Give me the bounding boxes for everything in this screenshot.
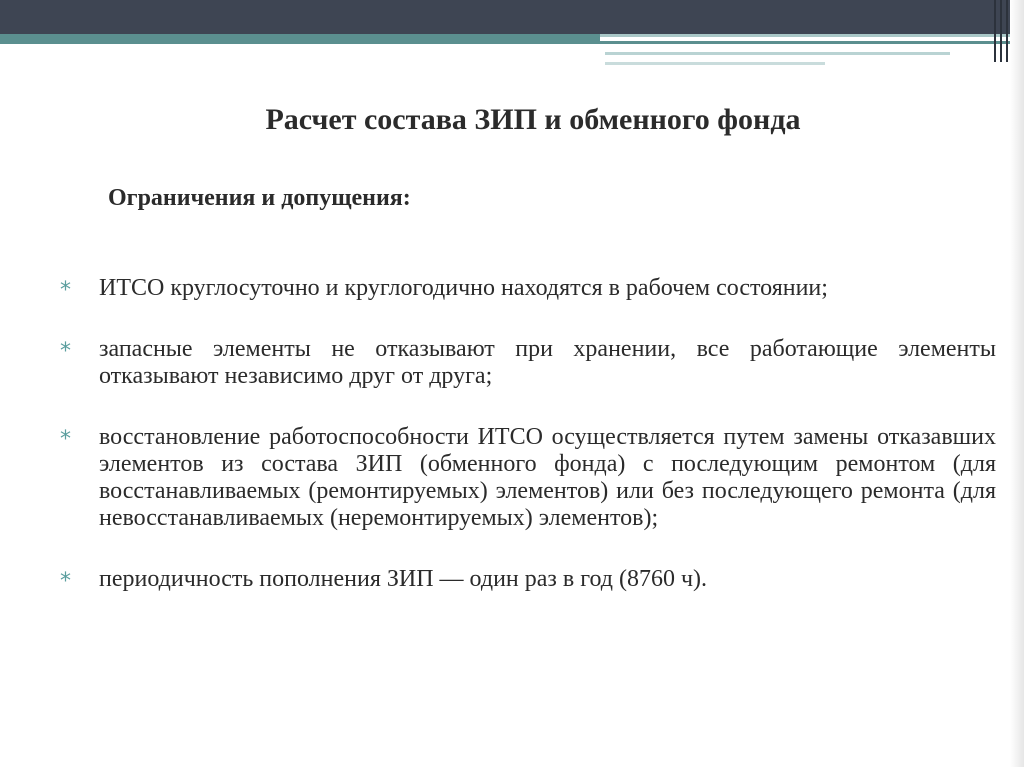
bullet-star-icon: * xyxy=(60,569,71,594)
bullet-item xyxy=(60,566,996,593)
bullet-text: запасные элементы не отказывают при хранении, все работающие элементы отказывают независимо друг от друга; xyxy=(99,336,996,389)
bullet-star-icon: * xyxy=(60,278,71,303)
header-accent-band xyxy=(0,34,600,44)
bullet-star-icon: * xyxy=(60,427,71,452)
decorative-line xyxy=(600,41,1010,44)
decorative-line xyxy=(605,52,950,55)
slide-subtitle: Ограничения и допущения: xyxy=(108,185,411,211)
decorative-vertical-line xyxy=(1006,0,1008,62)
bullet-text: ИТСО круглосуточно и круглогодично находятся в рабочем состоянии; xyxy=(99,275,828,301)
decorative-vertical-line xyxy=(994,0,996,62)
decorative-line xyxy=(600,34,1010,37)
header-bar xyxy=(0,0,1024,34)
decorative-line xyxy=(605,62,825,65)
bullet-item xyxy=(60,336,996,390)
bullet-star-icon: * xyxy=(60,339,71,364)
bullet-text: восстановление работоспособности ИТСО осуществляется путем замены отказавших элементов из состава ЗИП (обменного фонда) с последующим ремонтом (для восстанавливаемых (ремонтируемых) элементов) или без последующего ремонта (для невосстанавливаемых (неремонтируемых) элементов); xyxy=(99,424,996,531)
bullet-item xyxy=(60,275,996,302)
slide-title: Расчет состава ЗИП и обменного фонда xyxy=(265,103,801,136)
decorative-vertical-line xyxy=(1000,0,1002,62)
bullet-text: периодичность пополнения ЗИП — один раз в год (8760 ч). xyxy=(99,566,708,592)
bullet-item xyxy=(60,424,996,532)
bullet-list xyxy=(60,275,996,593)
